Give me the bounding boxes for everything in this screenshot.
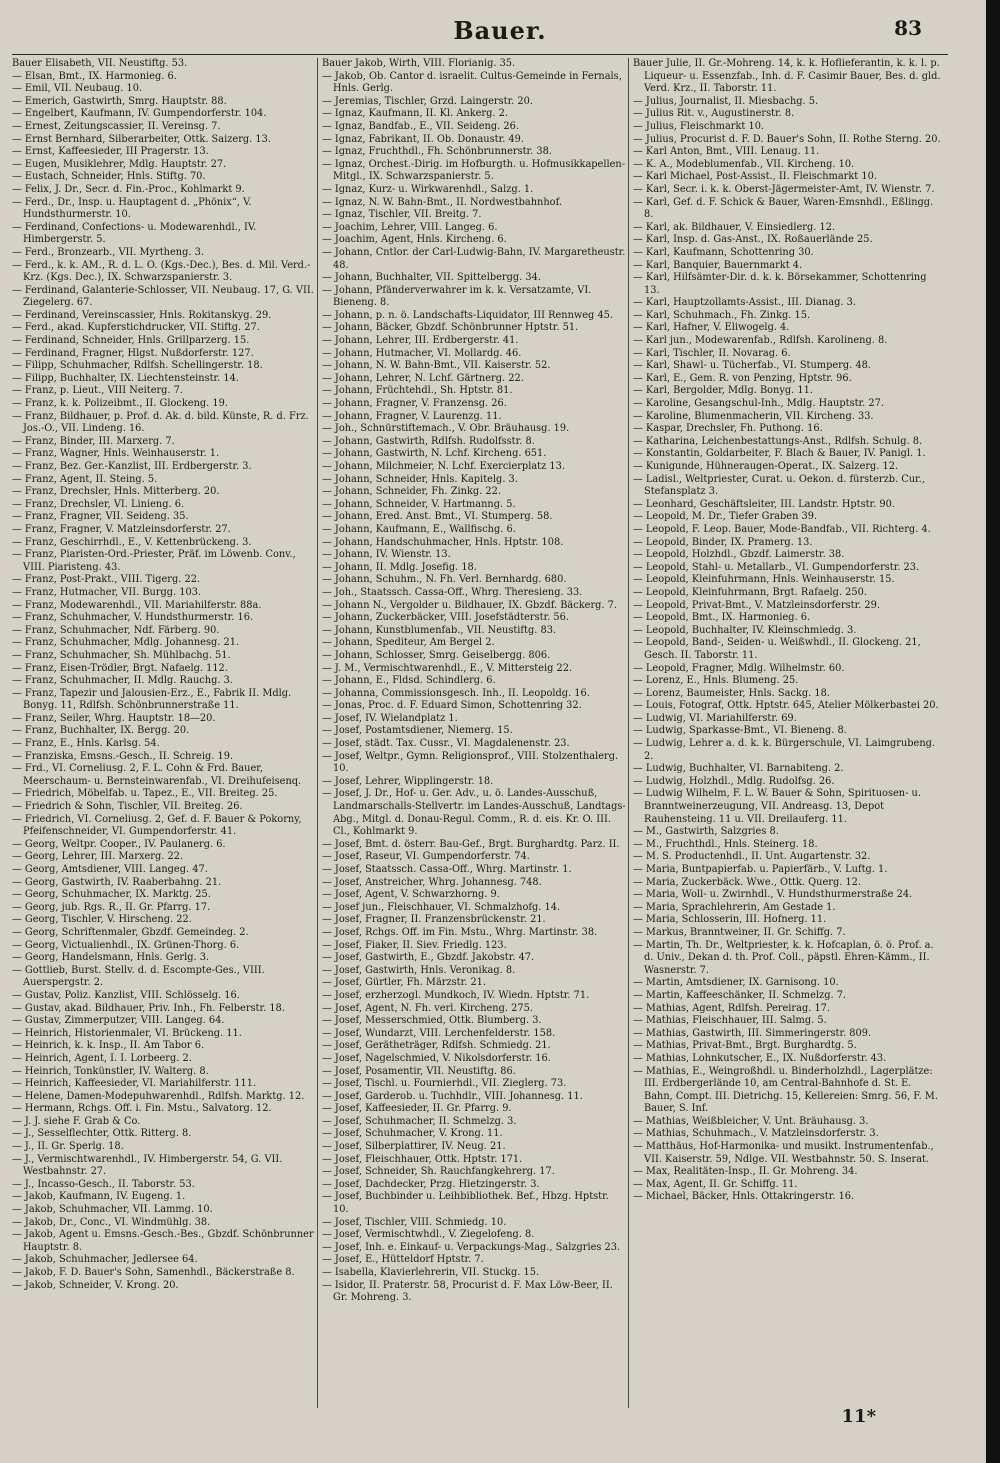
directory-entry: — Josef, Messerschmied, Ottk. Blumberg. 3.: [322, 1015, 542, 1027]
column-2: [322, 58, 626, 1408]
directory-entry: — Ignaz, Fabrikant, II. Ob. Donaustr. 49.: [322, 133, 524, 145]
directory-entry: — Karl, Schuhmach., Fh. Zinkg. 15.: [633, 309, 811, 321]
directory-entry: — Johann, Schneider, V. Hartmanng. 5.: [322, 498, 516, 510]
directory-entry: — Franz, Bildhauer, p. Prof. d. Ak. d. bild. Künste, R. d. Frz. Jos.-O., VII. Lindeng. 16.: [12, 410, 309, 435]
directory-entry: — Franz, Binder, III. Marxerg. 7.: [12, 435, 175, 447]
directory-entry: — Filipp, Schuhmacher, Rdlfsh. Schellingerstr. 18.: [12, 360, 263, 372]
directory-entry: — Leopold, M. Dr., Tiefer Graben 39.: [633, 511, 818, 523]
directory-entry: — Lorenz, E., Hnls. Blumeng. 25.: [633, 675, 799, 687]
directory-entry: — Maria, Zuckerbäck. Wwe., Ottk. Querg. 12.: [633, 876, 862, 888]
directory-entry: — Josef, Wundarzt, VIII. Lerchenfelderstr. 158.: [322, 1027, 556, 1039]
directory-entry: — Isidor, II. Praterstr. 58, Procurist d. F. Max Löw-Beer, II. Gr. Mohreng. 3.: [322, 1279, 613, 1304]
directory-entry: — Jakob, Dr., Conc., VI. Windmühlg. 38.: [12, 1216, 211, 1228]
directory-entry: — Johann, Fragner, V. Laurenzg. 11.: [322, 410, 502, 422]
directory-entry: — Johann, Kunstblumenfab., VII. Neustiftg. 83.: [322, 624, 557, 636]
directory-entry: — Elsan, Bmt., IX. Harmonieg. 6.: [12, 70, 177, 82]
directory-entry: — Franz, Fragner, V. Matzleinsdorferstr. 27.: [12, 523, 231, 535]
directory-entry: — Max, Realitäten-Insp., II. Gr. Mohreng. 34.: [633, 1166, 858, 1178]
directory-entry: — Franz, Drechsler, VI. Linieng. 6.: [12, 498, 185, 510]
page-number: 83: [894, 16, 922, 40]
directory-entry: — Ferd., Dr., Insp. u. Hauptagent d. „Phönix“, V. Hundsthurmerstr. 10.: [12, 196, 252, 221]
directory-entry: — Karl, ak. Bildhauer, V. Einsiedlerg. 12.: [633, 221, 836, 233]
directory-entry: — Franz, Seiler, Whrg. Hauptstr. 18—20.: [12, 712, 216, 724]
directory-entry: — Josef, Tischl. u. Fournierhdl., VII. Zieglerg. 73.: [322, 1078, 567, 1090]
directory-entry: — Leopold, Buchhalter, IV. Kleinschmiedg. 3.: [633, 624, 857, 636]
directory-entry: — Josef, Buchbinder u. Leihbibliothek. Bef., Hbzg. Hptstr. 10.: [322, 1191, 609, 1216]
directory-entry: — Johann, II. Mdlg. Josefig. 18.: [322, 561, 477, 573]
directory-entry: — Josef, Bmt. d. österr. Bau-Gef., Brgt. Burghardtg. Parz. II.: [322, 838, 620, 850]
directory-entry: — Louis, Fotograf, Ottk. Hptstr. 645, Atelier Mölkerbastei 20.: [633, 700, 939, 712]
directory-entry: — Johann, Cntlor. der Carl-Ludwig-Bahn, IV. Margaretheustr. 48.: [322, 246, 626, 271]
directory-entry: — Franziska, Emsns.-Gesch., II. Schreig. 19.: [12, 750, 234, 762]
directory-entry: — Johann, Schneider, Fh. Zinkg. 22.: [322, 486, 501, 498]
directory-entry: — Johann, Bäcker, Gbzdf. Schönbrunner Hptstr. 51.: [322, 322, 579, 334]
directory-entry: — Josef, Postamtsdiener, Niemerg. 15.: [322, 725, 513, 737]
header-rule: [12, 54, 948, 55]
directory-entry: — Franz, Post-Prakt., VIII. Tigerg. 22.: [12, 574, 201, 586]
directory-entry: — Gottlieb, Burst. Stellv. d. d. Escompte-Ges., VIII. Auerspergstr. 2.: [12, 964, 265, 989]
directory-entry: — Karl, E., Gem. R. von Penzing, Hptstr. 96.: [633, 372, 852, 384]
directory-entry: — Karl, Hafner, V. Eliwogelg. 4.: [633, 322, 790, 334]
page-footer: [0, 1406, 1000, 1430]
directory-entry: — Franz, E., Hnls. Karlsg. 54.: [12, 738, 160, 750]
directory-entry: — Leopold, Stahl- u. Metallarb., VI. Gumpendorferstr. 23.: [633, 561, 920, 573]
directory-entry: — Friedrich, VI. Corneliusg. 2, Gef. d. F. Bauer & Pokorny, Pfeifenschneider, VI. Gumpendorferstr. 41.: [12, 813, 302, 838]
directory-entry: — Ferdinand, Vereinscassier, Hnls. Rokitanskyg. 29.: [12, 309, 272, 321]
scan-edge: [986, 0, 1000, 1463]
directory-entry: — Karoline, Blumenmacherin, VII. Kircheng. 33.: [633, 410, 874, 422]
directory-entry: — Franz, k. k. Polizeibmt., II. Glockeng. 19.: [12, 398, 228, 410]
directory-entry: — Johann, Spediteur, Am Bergel 2.: [322, 637, 495, 649]
column-3: [633, 58, 943, 1408]
directory-entry: — Mathias, Lohnkutscher, E., IX. Nußdorferstr. 43.: [633, 1052, 887, 1064]
directory-entry: — Jakob, Schuhmacher, VII. Lammg. 10.: [12, 1204, 213, 1216]
directory-entry: — Ludwig Wilhelm, F. L. W. Bauer & Sohn, Spirituosen- u. Branntweinerzeugung, VII. Andreasg. 13, Depot Rauhensteing. 11 u. VII. Dreilauferg. 11.: [633, 788, 921, 825]
directory-entry: — Jakob, F. D. Bauer's Sohn, Samenhdl., Bäckerstraße 8.: [12, 1267, 295, 1278]
directory-entry: — Ferdinand, Schneider, Hnls. Grillparzerg. 15.: [12, 335, 250, 347]
directory-entry: — Johann, Ered. Anst. Bmt., VI. Stumperg. 58.: [322, 511, 553, 523]
directory-entry: — Emil, VII. Neubaug. 10.: [12, 83, 143, 95]
directory-entry: — Isabella, Klavierlehrerin, VII. Stuckg. 15.: [322, 1267, 540, 1278]
directory-entry: — Johann, Gastwirth, N. Lchf. Kircheng. 651.: [322, 448, 547, 460]
directory-entry: — Georg, Gastwirth, IV. Raaberbahng. 21.: [12, 876, 222, 888]
directory-entry: — Franz, Tapezir und Jalousien-Erz., E., Fabrik II. Mdlg. Bonyg. 11, Rdlfsh. Schönbrunnerstraße 11.: [12, 687, 292, 712]
directory-entry: — M. S. Productenhdl., II. Unt. Augartenstr. 32.: [633, 851, 871, 863]
directory-entry: — Ludwig, Lehrer a. d. k. k. Bürgerschule, VI. Laimgrubeng. 2.: [633, 738, 936, 762]
directory-entry: Bauer Elisabeth, VII. Neustiftg. 53.: [12, 58, 188, 69]
directory-entry: — Mathias, E., Weingroßhdl. u. Binderholzhdl., Lagerplätze: III. Erdbergerlände 10, am Central-Bahnhofe d. St. E. Bahn, Compt. III. Dietrichg. 15, Kellereien: Smrg. 56, F. M. Bauer, S. Inf.: [633, 1065, 938, 1115]
directory-entry: — Johann, Zuckerbäcker, VIII. Josefstädterstr. 56.: [322, 612, 569, 624]
directory-entry: — Josef, Gürtler, Fh. Märzstr. 21.: [322, 977, 487, 989]
directory-entry: — Franz, Bez. Ger.-Kanzlist, III. Erdbergerstr. 3.: [12, 461, 252, 472]
directory-entry: — Johann, Fragner, V. Franzensg. 26.: [322, 398, 507, 410]
directory-entry: — Georg, Victualienhdl., IX. Grünen-Thorg. 6.: [12, 939, 240, 951]
directory-entry: — Ignaz, Tischler, VII. Breitg. 7.: [322, 209, 482, 221]
directory-entry: — Ladisl., Weltpriester, Curat. u. Oekon. d. fürsterzb. Cur., Stefansplatz 3.: [633, 473, 925, 498]
directory-entry: Bauer Julie, II. Gr.-Mohreng. 14, k. k. Hoflieferantin, k. k. l. p. Liqueur- u. Essenzfab., Inh. d. F. Casimir Bauer, Bes. d. gld. Verd. Krz., II. Taborstr. 11.: [633, 58, 941, 95]
directory-entry: — Gustav, Poliz. Kanzlist, VIII. Schlösselg. 16.: [12, 989, 240, 1001]
directory-entry: — Johann, Gastwirth, Rdlfsh. Rudolfsstr. 8.: [322, 435, 535, 447]
directory-entry: — Joh., Staatssch. Cassa-Off., Whrg. Theresieng. 33.: [322, 586, 583, 598]
directory-entry: — Johann, Schuhm., N. Fh. Verl. Bernhardg. 680.: [322, 574, 567, 586]
directory-entry: — M., Fruchthdl., Hnls. Steinerg. 18.: [633, 838, 818, 850]
directory-entry: — Ignaz, Fruchthdl., Fh. Schönbrunnerstr. 38.: [322, 146, 552, 158]
directory-entry: — Josef, Fiaker, II. Siev. Friedlg. 123.: [322, 939, 507, 951]
directory-entry: — Kunigunde, Hühneraugen-Operat., IX. Salzerg. 12.: [633, 461, 899, 472]
directory-entry: — Katharina, Leichenbestattungs-Anst., Rdlfsh. Schulg. 8.: [633, 435, 923, 447]
directory-entry: — Engelbert, Kaufmann, IV. Gumpendorferstr. 104.: [12, 108, 267, 120]
directory-entry: — Franz, Drechsler, Hnls. Mitterberg. 20.: [12, 486, 220, 498]
directory-entry: — Georg, Lehrer, III. Marxerg. 22.: [12, 851, 184, 863]
directory-entry: — Franz, Fragner, VII. Seideng. 35.: [12, 511, 189, 523]
directory-entry: — Mathias, Agent, Rdlfsh. Pereirag. 17.: [633, 1002, 831, 1014]
directory-entry: — Franz, Schuhmacher, Sh. Mühlbachg. 51.: [12, 649, 231, 661]
directory-entry: — Gustav, Zimmerputzer, VIII. Langeg. 64.: [12, 1015, 225, 1027]
directory-entry: — Franz, Modewarenhdl., VII. Mariahilferstr. 88a.: [12, 599, 262, 611]
directory-entry: — Frd., VI. Corneliusg. 2, F. L. Cohn & Frd. Bauer, Meerschaum- u. Bernsteinwarenfab., VI. Dreihufeisenq.: [12, 763, 302, 787]
directory-entry: — Georg, Weltpr. Cooper., IV. Paulanerg. 6.: [12, 838, 226, 850]
directory-entry: — Max, Agent, II. Gr. Schiffg. 11.: [633, 1178, 798, 1190]
directory-entry: — Ludwig, Buchhalter, VI. Barnabiteng. 2.: [633, 763, 844, 775]
directory-entry: — Karl, Tischler, II. Novarag. 6.: [633, 347, 791, 359]
directory-entry: — Leopold, Bmt., IX. Harmonieg. 6.: [633, 612, 811, 624]
directory-entry: — Leopold, Binder, IX. Pramerg. 13.: [633, 536, 813, 548]
directory-entry: — Josef, Fleischhauer, Ottk. Hptstr. 171.: [322, 1153, 523, 1165]
directory-entry: — Konstantin, Goldarbeiter, F. Blach & Bauer, IV. Panigl. 1.: [633, 448, 926, 460]
directory-entry: — Josef, Nagelschmied, V. Nikolsdorferstr. 16.: [322, 1052, 551, 1064]
directory-entry: — Franz, Wagner, Hnls. Weinhauserstr. 1.: [12, 448, 220, 460]
directory-entry: — Leopold, Band-, Seiden- u. Weißwhdl., II. Glockeng. 21, Gesch. II. Taborstr. 11.: [633, 637, 921, 661]
column-divider: [317, 58, 318, 1408]
directory-entry: — J., Sesselflechter, Ottk. Ritterg. 8.: [12, 1128, 192, 1140]
directory-entry: — Josef, Gerätheträger, Rdlfsh. Schmiedg. 21.: [322, 1040, 551, 1052]
directory-entry: — Ferd., akad. Kupferstichdrucker, VII. Stiftg. 27.: [12, 322, 260, 334]
directory-entry: — Ignaz, Bandfab., E., VII. Seideng. 26.: [322, 120, 519, 132]
directory-entry: — Ernest, Zeitungscassier, II. Vereinsg. 7.: [12, 120, 221, 132]
directory-entry: — Ferdinand, Fragner, Hlgst. Nußdorferstr. 127.: [12, 347, 254, 359]
directory-entry: — Karl, Bergolder, Mdlg. Bonyg. 11.: [633, 385, 813, 397]
directory-entry: — Josef, Vermischtwhdl., V. Ziegelofeng. 8.: [322, 1229, 535, 1241]
page-title: Bauer.: [453, 16, 547, 45]
directory-entry: — Josef, Gastwirth, Hnls. Veronikag. 8.: [322, 964, 516, 976]
directory-entry: — Leopold, Privat-Bmt., V. Matzleinsdorferstr. 29.: [633, 599, 881, 611]
directory-entry: — Felix, J. Dr., Secr. d. Fin.-Proc., Kohlmarkt 9.: [12, 183, 245, 195]
directory-entry: — Julius, Journalist, II. Miesbachg. 5.: [633, 95, 819, 107]
directory-entry: — Joachim, Lehrer, VIII. Langeg. 6.: [322, 221, 498, 233]
directory-entry: — Friedrich, Möbelfab. u. Tapez., E., VII. Breiteg. 25.: [12, 788, 278, 800]
directory-entry: — Heinrich, Historienmaler, VI. Brückeng. 11.: [12, 1027, 242, 1039]
directory-entry: — Georg, jub. Rgs. R., II. Gr. Pfarrg. 17.: [12, 901, 211, 913]
directory-entry: — Mathias, Schuhmach., V. Matzleinsdorferstr. 3.: [633, 1128, 879, 1140]
directory-entry: — Jakob, Schneider, V. Krong. 20.: [12, 1279, 179, 1291]
directory-entry: — Markus, Branntweiner, II. Gr. Schiffg. 7.: [633, 926, 846, 938]
directory-entry: — Heinrich, k. k. Insp., II. Am Tabor 6.: [12, 1040, 205, 1052]
directory-entry: — Josef, Gastwirth, E., Gbzdf. Jakobstr. 47.: [322, 952, 535, 964]
directory-entry: — Johann, Handschuhmacher, Hnls. Hptstr. 108.: [322, 536, 564, 548]
directory-entry: — Karl, Gef. d. F. Schick & Bauer, Waren-Emsnhdl., Eßlingg. 8.: [633, 196, 934, 221]
directory-entry: — Gustav, akad. Bildhauer, Priv. Inh., Fh. Felberstr. 18.: [12, 1002, 285, 1014]
directory-entry: — Johanna, Commissionsgesch. Inh., II. Leopoldg. 16.: [322, 687, 590, 699]
directory-entry: — Maria, Sprachlehrerin, Am Gestade 1.: [633, 901, 836, 913]
directory-entry: — Johann, Schlosser, Smrg. Geiselbergg. 806.: [322, 649, 551, 661]
directory-entry: — Georg, Schriftenmaler, Gbzdf. Gemeindeg. 2.: [12, 926, 249, 938]
directory-entry: — Franz, Buchhalter, IX. Bergg. 20.: [12, 725, 190, 737]
directory-entry: — Karoline, Gesangschul-Inh., Mdlg. Hauptstr. 27.: [633, 398, 884, 410]
directory-entry: — Josef, Schuhmacher, II. Schmelzg. 3.: [322, 1115, 517, 1127]
directory-entry: — Josef, J. Dr., Hof- u. Ger. Adv., u. ö. Landes-Ausschuß, Landmarschalls-Stellvertr. im Landes-Ausschuß, Landtags-Abg., Mitgl. d. Donau-Regul. Comm., R. d. eis. Kr. O. III. Cl., Kohlmarkt 9.: [322, 788, 626, 838]
directory-entry: — Jakob, Kaufmann, IV. Eugeng. 1.: [12, 1191, 186, 1203]
directory-entry: — Filipp, Buchhalter, IX. Liechtensteinstr. 14.: [12, 372, 239, 384]
signature-mark: 11*: [841, 1406, 876, 1427]
directory-entry: — Johann, Pfänderverwahrer im k. k. Versatzamte, VI. Bieneng. 8.: [322, 284, 592, 309]
directory-entry: — Joachim, Agent, Hnls. Kircheng. 6.: [322, 234, 507, 246]
directory-entry: — Karl, Secr. i. k. k. Oberst-Jägermeister-Amt, IV. Wienstr. 7.: [633, 183, 935, 195]
directory-entry: — Ferdinand, Galanterie-Schlosser, VII. Neubaug. 17, G. VII. Ziegelerg. 67.: [12, 284, 314, 309]
directory-entry: — Franz, Geschirrhdl., E., V. Kettenbrückeng. 3.: [12, 536, 252, 548]
directory-entry: — Heinrich, Kaffeesieder, VI. Mariahilferstr. 111.: [12, 1078, 257, 1090]
directory-entry: — Maria, Buntpapierfab. u. Papierfärb., V. Luftg. 1.: [633, 864, 888, 875]
directory-entry: — Johann, Buchhalter, VII. Spittelbergg. 34.: [322, 272, 541, 284]
column-1: [12, 58, 315, 1408]
directory-entry: — Georg, Tischler, V. Hirscheng. 22.: [12, 914, 192, 926]
directory-entry: — Leopold, Kleinfuhrmann, Brgt. Rafaelg. 250.: [633, 586, 867, 598]
directory-entry: — Ludwig, Sparkasse-Bmt., VI. Bieneng. 8.: [633, 725, 847, 737]
directory-entry: — Josef, Garderob. u. Tuchhdlr., VIII. Johannesg. 11.: [322, 1090, 583, 1102]
directory-entry: — Leonhard, Geschäftsleiter, III. Landstr. Hptstr. 90.: [633, 498, 895, 510]
column-divider: [628, 58, 629, 1408]
directory-entry: — M., Gastwirth, Salzgries 8.: [633, 826, 779, 838]
directory-entry: — Ernst, Kaffeesieder, III Pragerstr. 13.: [12, 146, 209, 158]
directory-entry: — Karl jun., Modewarenfab., Rdlfsh. Karolineng. 8.: [633, 335, 888, 347]
directory-entry: — Josef, Posamentir, VII. Neustiftg. 86.: [322, 1065, 516, 1077]
directory-entry: — Heinrich, Tonkünstler, IV. Walterg. 8.: [12, 1065, 209, 1077]
directory-entry: — Ernst Bernhard, Silberarbeiter, Ottk. Saizerg. 13.: [12, 133, 271, 145]
directory-entry: — Leopold, Kleinfuhrmann, Hnls. Weinhauserstr. 15.: [633, 574, 895, 586]
directory-entry: — Leopold, Holzhdl., Gbzdf. Laimerstr. 38.: [633, 549, 845, 561]
directory-entry: — Johann, Lehrer, N. Lchf. Gärtnerg. 22.: [322, 372, 524, 384]
directory-entry: — Jakob, Ob. Cantor d. israelit. Cultus-Gemeinde in Fernals, Hnls. Gerlg.: [322, 70, 622, 95]
directory-entry: — Julius Rit. v., Augustinerstr. 8.: [633, 108, 795, 120]
directory-entry: — Johann, E., Fldsd. Schindlerg. 6.: [322, 675, 496, 687]
directory-entry: — Johann, p. n. ö. Landschafts-Liquidator, III Rennweg 45.: [322, 309, 614, 321]
directory-entry: — Jeremias, Tischler, Grzd. Laingerstr. 20.: [322, 95, 533, 107]
directory-entry: — Josef, städt. Tax. Cussr., VI. Magdalenenstr. 23.: [322, 738, 570, 750]
directory-entry: — Ignaz, N. W. Bahn-Bmt., II. Nordwestbahnhof.: [322, 196, 562, 208]
directory-entry: — Karl Michael, Post-Assist., II. Fleischmarkt 10.: [633, 171, 877, 183]
directory-entry: — Mathias, Fleischhauer, III. Salmg. 5.: [633, 1015, 827, 1027]
directory-entry: — Franz, Piaristen-Ord.-Priester, Präf. im Löwenb. Conv., VIII. Piaristeng. 43.: [12, 549, 296, 573]
directory-entry: — Helene, Damen-Modepuhwarenhdl., Rdlfsh. Marktg. 12.: [12, 1090, 305, 1102]
directory-entry: Bauer Jakob, Wirth, VIII. Florianig. 35.: [322, 58, 516, 69]
directory-entry: — Joh., Schnürstiftemach., V. Obr. Bräuhausg. 19.: [322, 423, 570, 435]
directory-entry: — Maria, Woll- u. Zwirnhdl., V. Hundsthurmerstraße 24.: [633, 889, 913, 901]
directory-entry: — Eustach, Schneider, Hnls. Stiftg. 70.: [12, 171, 206, 183]
directory-entry: — Josef, Schuhmacher, V. Krong. 11.: [322, 1128, 503, 1140]
directory-entry: — Heinrich, Agent, I. I. Lorbeerg. 2.: [12, 1052, 192, 1064]
directory-entry: — Josef, IV. Wielandplatz 1.: [322, 712, 458, 724]
directory-entry: — Karl, Hilfsämter-Dir. d. k. k. Börsekammer, Schottenring 13.: [633, 272, 927, 296]
directory-entry: — Eugen, Musiklehrer, Mdlg. Hauptstr. 27.: [12, 158, 227, 170]
directory-entry: — Ferd., k. k. AM., R. d. L. O. (Kgs.-Dec.), Bes. d. Mil. Verd.-Krz. (Kgs. Dec.), IX. Schwarzspanierstr. 3.: [12, 259, 311, 284]
directory-entry: — Karl, Hauptzollamts-Assist., III. Dianag. 3.: [633, 297, 856, 309]
directory-entry: — J., Incasso-Gesch., II. Taborstr. 53.: [12, 1178, 195, 1190]
directory-entry: — Julius, Fleischmarkt 10.: [633, 120, 765, 132]
directory-entry: — Jonas, Proc. d. F. Eduard Simon, Schottenring 32.: [322, 700, 582, 712]
directory-entry: — Franz, Hutmacher, VII. Burgg. 103.: [12, 586, 202, 598]
directory-entry: — Johann, Lehrer, III. Erdbergerstr. 41.: [322, 335, 519, 347]
directory-entry: — Emerich, Gastwirth, Smrg. Hauptstr. 88.: [12, 95, 227, 107]
directory-entry: — Karl, Shawl- u. Tücherfab., VI. Stumperg. 48.: [633, 360, 871, 372]
directory-entry: — Martin, Kaffeeschänker, II. Schmelzg. 7.: [633, 989, 847, 1001]
directory-entry: — Josef jun., Fleischhauer, VI. Schmalzhofg. 14.: [322, 901, 561, 913]
directory-entry: — Franz, Schuhmacher, V. Hundsthurmerstr. 16.: [12, 612, 254, 624]
directory-entry: — Ferd., Bronzearb., VII. Myrtheng. 3.: [12, 246, 204, 258]
directory-entry: — Karl, Banquier, Bauernmarkt 4.: [633, 259, 803, 271]
directory-entry: — Ignaz, Orchest.-Dirig. im Hofburgth. u. Hofmusikkapellen-Mitgl., IX. Schwarzspanierstr. 5.: [322, 158, 626, 183]
directory-entry: — Josef, Staatssch. Cassa-Off., Whrg. Martinstr. 1.: [322, 864, 572, 875]
directory-entry: — Johann N., Vergolder u. Bildhauer, IX. Gbzdf. Bäckerg. 7.: [322, 599, 618, 611]
directory-entry: — Karl, Kaufmann, Schottenring 30.: [633, 246, 814, 258]
directory-entry: — Friedrich & Sohn, Tischler, VII. Breiteg. 26.: [12, 801, 243, 813]
directory-entry: — Josef, Fragner, II. Franzensbrückenstr. 21.: [322, 914, 546, 926]
directory-entry: — Josef, Inh. e. Einkauf- u. Verpackungs-Mag., Salzgries 23.: [322, 1241, 621, 1253]
directory-entry: — Josef, Silberplattirer, IV. Neug. 21.: [322, 1141, 506, 1153]
directory-entry: — Georg, Amtsdiener, VIII. Langeg. 47.: [12, 864, 208, 875]
directory-entry: — Johann, Milchmeier, N. Lchf. Exercierplatz 13.: [322, 461, 565, 472]
directory-entry: — Ludwig, Holzhdl., Mdlg. Rudolfsg. 26.: [633, 775, 835, 787]
directory-entry: — Ignaz, Kurz- u. Wirkwarenhdl., Salzg. 1.: [322, 183, 534, 195]
directory-entry: — Josef, Raseur, VI. Gumpendorferstr. 74.: [322, 851, 530, 863]
directory-entry: — Josef, Agent, N. Fh. verl. Kircheng. 275.: [322, 1002, 533, 1014]
directory-entry: — Martin, Amtsdiener, IX. Garnisong. 10.: [633, 977, 839, 989]
directory-entry: — Johann, N. W. Bahn-Bmt., VII. Kaiserstr. 52.: [322, 360, 551, 372]
directory-entry: — Franz, Eisen-Trödler, Brgt. Nafaelg. 112.: [12, 662, 228, 674]
directory-entry: — J. J. siehe F. Grab & Co.: [12, 1115, 141, 1127]
directory-entry: — Mathias, Privat-Bmt., Brgt. Burghardtg. 5.: [633, 1040, 857, 1052]
directory-entry: — Ludwig, VI. Mariahilferstr. 69.: [633, 712, 797, 724]
directory-entry: — Josef, E., Hütteldorf Hptstr. 7.: [322, 1254, 484, 1266]
directory-entry: — Mathias, Weißbleicher, V. Unt. Bräuhausg. 3.: [633, 1115, 869, 1127]
directory-entry: — Johann, Kaufmann, E., Wallfischg. 6.: [322, 523, 516, 535]
directory-entry: — Michael, Bäcker, Hnls. Ottakringerstr. 16.: [633, 1191, 855, 1203]
directory-entry: — Mathias, Gastwirth, III. Simmeringerstr. 809.: [633, 1027, 872, 1039]
directory-entry: — Georg, Handelsmann, Hnls. Gerlg. 3.: [12, 952, 210, 964]
directory-entry: — Josef, Rchgs. Off. im Fin. Mstu., Whrg. Martinstr. 38.: [322, 926, 598, 938]
directory-entry: — Johann, Früchtehdl., Sh. Hptstr. 81.: [322, 385, 513, 397]
directory-entry: — Josef, Schneider, Sh. Rauchfangkehrerg. 17.: [322, 1166, 555, 1178]
page-header: [0, 16, 1000, 46]
directory-entry: — Jakob, Schuhmacher, Jedlersee 64.: [12, 1254, 198, 1266]
directory-entry: — Josef, Dachdecker, Przg. Hietzingerstr. 3.: [322, 1178, 540, 1190]
directory-entry: — Julius, Procurist d. F. D. Bauer's Sohn, II. Rothe Sterng. 20.: [633, 133, 941, 145]
directory-entry: — Maria, Schlosserin, III. Hofnerg. 11.: [633, 914, 827, 926]
directory-entry: — Leopold, F. Leop. Bauer, Mode-Bandfab., VII. Richterg. 4.: [633, 523, 931, 535]
directory-entry: — Johann, IV. Wienstr. 13.: [322, 549, 451, 561]
directory-entry: — Josef, Kaffeesieder, II. Gr. Pfarrg. 9.: [322, 1103, 512, 1115]
directory-entry: — Leopold, Fragner, Mdlg. Wilhelmstr. 60.: [633, 662, 845, 674]
directory-entry: — Josef, Anstreicher, Whrg. Johannesg. 748.: [322, 876, 542, 888]
directory-entry: — Ferdinand, Confections- u. Modewarenhdl., IV. Himbergerstr. 5.: [12, 221, 257, 246]
directory-entry: — Karl, Insp. d. Gas-Anst., IX. Roßauerlände 25.: [633, 234, 873, 246]
directory-entry: — Josef, Lehrer, Wipplingerstr. 18.: [322, 775, 494, 787]
directory-entry: — Johann, Schneider, Hnls. Kapitelg. 3.: [322, 473, 518, 485]
directory-entry: — K. A., Modeblumenfab., VII. Kircheng. 10.: [633, 158, 855, 170]
directory-entry: — Karl Anton, Bmt., VIII. Lenaug. 11.: [633, 146, 820, 158]
directory-entry: — Josef, Weltpr., Gymn. Religionsprof., VIII. Stolzenthalerg. 10.: [322, 750, 619, 775]
directory-entry: — Georg, Schuhmacher, IX. Marktg. 25.: [12, 889, 211, 901]
directory-entry: — Matthäus, Hof-Harmonika- und musikt. Instrumentenfab., VII. Kaiserstr. 59, Ndlge. VII. Westbahnstr. 50. S. Inserat.: [633, 1141, 934, 1165]
directory-entry: — Kaspar, Drechsler, Fh. Puthong. 16.: [633, 423, 823, 435]
directory-entry: — Franz, Schuhmacher, Ndf. Färberg. 90.: [12, 624, 220, 636]
directory-entry: — Franz, p. Lieut., VIII Neiterg. 7.: [12, 385, 184, 397]
directory-entry: — Josef, erzherzogl. Mundkoch, IV. Wiedn. Hptstr. 71.: [322, 989, 590, 1001]
directory-entry: — Josef, Tischler, VIII. Schmiedg. 10.: [322, 1216, 507, 1228]
directory-entry: — Martin, Th. Dr., Weltpriester, k. k. Hofcaplan, ö. ö. Prof. a. d. Univ., Dekan d. th. Prof. Coll., päpstl. Ehren-Kämm., II. Wasnerstr. 7.: [633, 939, 934, 976]
directory-entry: — Franz, Schuhmacher, Mdlg. Johannesg. 21.: [12, 637, 240, 649]
directory-entry: — Ignaz, Kaufmann, II. Kl. Ankerg. 2.: [322, 108, 508, 120]
directory-entry: — J., Vermischtwarenhdl., IV. Himbergerstr. 54, G. VII. Westbahnstr. 27.: [12, 1153, 283, 1178]
directory-entry: — Johann, Hutmacher, VI. Mollardg. 46.: [322, 347, 522, 359]
directory-entry: — Franz, Agent, II. Steing. 5.: [12, 473, 158, 485]
directory-entry: — J. M., Vermischtwarenhdl., E., V. Mittersteig 22.: [322, 662, 573, 674]
directory-entry: — Franz, Schuhmacher, II. Mdlg. Rauchg. 3.: [12, 675, 233, 687]
directory-entry: — Jakob, Agent u. Emsns.-Gesch.-Bes., Gbzdf. Schönbrunner Hauptstr. 8.: [12, 1229, 314, 1253]
directory-entry: — Josef, Agent, V. Schwarzhorng. 9.: [322, 889, 500, 901]
directory-entry: — Hermann, Rchgs. Off. i. Fin. Mstu., Salvatorg. 12.: [12, 1103, 272, 1115]
directory-entry: — Lorenz, Baumeister, Hnls. Sackg. 18.: [633, 687, 830, 699]
directory-entry: — J., II. Gr. Sperlg. 18.: [12, 1141, 124, 1153]
